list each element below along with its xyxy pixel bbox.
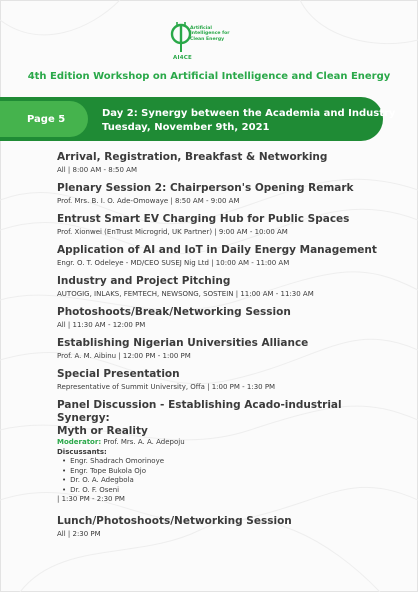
agenda-list bbox=[57, 151, 397, 546]
discussant-item: • Dr. O. A. Adegbola bbox=[62, 476, 397, 486]
discussants-list bbox=[57, 457, 397, 495]
agenda-item bbox=[57, 368, 397, 392]
discussant-item: • Engr. Shadrach Omorinoye bbox=[62, 457, 397, 467]
logo-tagline-line: Artificial bbox=[190, 26, 212, 31]
agenda-item bbox=[57, 213, 397, 237]
session-detail: Representative of Summit University, Offa | 1:00 PM - 1:30 PM bbox=[57, 383, 276, 391]
session-detail: All | 2:30 PM bbox=[57, 529, 101, 538]
panel-time: | 1:30 PM - 2:30 PM bbox=[57, 495, 125, 503]
moderator-name: Prof. Mrs. A. A. Adepoju bbox=[103, 438, 185, 446]
session-detail: All | 8:00 AM - 8:50 AM bbox=[57, 166, 138, 174]
plug-leaf-icon bbox=[170, 22, 192, 54]
logo-tagline-line: Intelligence for bbox=[190, 31, 230, 37]
ai4ce-logo bbox=[170, 22, 242, 66]
agenda-item bbox=[57, 306, 397, 330]
discussant-item: • Dr. O. F. Oseni bbox=[62, 486, 397, 496]
agenda-item bbox=[57, 515, 397, 539]
session-title: Arrival, Registration, Breakfast & Networking bbox=[57, 151, 328, 163]
agenda-item bbox=[57, 275, 397, 299]
moderator-line bbox=[57, 438, 397, 448]
logo-tagline bbox=[190, 26, 248, 42]
session-detail: Prof. Xionwei (EnTrust Microgrid, UK Partner) | 9:00 AM - 10:00 AM bbox=[57, 228, 288, 236]
session-title: Establishing Nigerian Universities Alliance bbox=[57, 337, 309, 349]
agenda-item bbox=[57, 182, 397, 206]
moderator-label: Moderator: bbox=[57, 438, 102, 446]
discussant-item: • Engr. Tope Bukola Ojo bbox=[62, 467, 397, 477]
logo-name: AI4CE bbox=[173, 55, 192, 61]
day-theme: Day 2: Synergy between the Academia and Industry bbox=[102, 108, 396, 119]
agenda-item bbox=[57, 244, 397, 268]
discussants-label: Discussants: bbox=[57, 447, 107, 456]
session-detail: Engr. O. T. Odeleye - MD/CEO SUSEJ Nig Ltd | 10:00 AM - 11:00 AM bbox=[57, 259, 290, 267]
session-detail: Prof. Mrs. B. I. O. Ade-Omowaye | 8:50 AM - 9:00 AM bbox=[57, 197, 240, 205]
session-title: Application of AI and IoT in Daily Energy Management bbox=[57, 244, 377, 256]
panel-discussion bbox=[57, 399, 397, 505]
panel-subtitle: Myth or Reality bbox=[57, 425, 148, 437]
agenda-item bbox=[57, 337, 397, 361]
page-label: Page 5 bbox=[27, 114, 66, 125]
panel-title: Panel Discussion - Establishing Acado-industrial Synergy: bbox=[57, 399, 342, 424]
day-date: Tuesday, November 9th, 2021 bbox=[102, 122, 270, 133]
session-title: Special Presentation bbox=[57, 368, 180, 380]
workshop-title: 4th Edition Workshop on Artificial Intelligence and Clean Energy bbox=[27, 71, 391, 82]
session-detail: AUTOGIG, INLAKS, FEMTECH, NEWSONG, SOSTEIN | 11:00 AM - 11:30 AM bbox=[57, 290, 314, 298]
session-title: Photoshoots/Break/Networking Session bbox=[57, 306, 291, 318]
day-title bbox=[102, 107, 395, 135]
session-detail: Prof. A. M. Aibinu | 12:00 PM - 1:00 PM bbox=[57, 352, 191, 360]
session-detail: All | 11:30 AM - 12:00 PM bbox=[57, 321, 146, 329]
logo-tagline-line: Clean Energy bbox=[190, 36, 225, 42]
session-title: Industry and Project Pitching bbox=[57, 275, 231, 287]
agenda-item bbox=[57, 151, 397, 175]
session-title: Entrust Smart EV Charging Hub for Public Spaces bbox=[57, 213, 350, 225]
session-title: Lunch/Photoshoots/Networking Session bbox=[57, 514, 292, 527]
session-title: Plenary Session 2: Chairperson's Opening Remark bbox=[57, 182, 354, 194]
